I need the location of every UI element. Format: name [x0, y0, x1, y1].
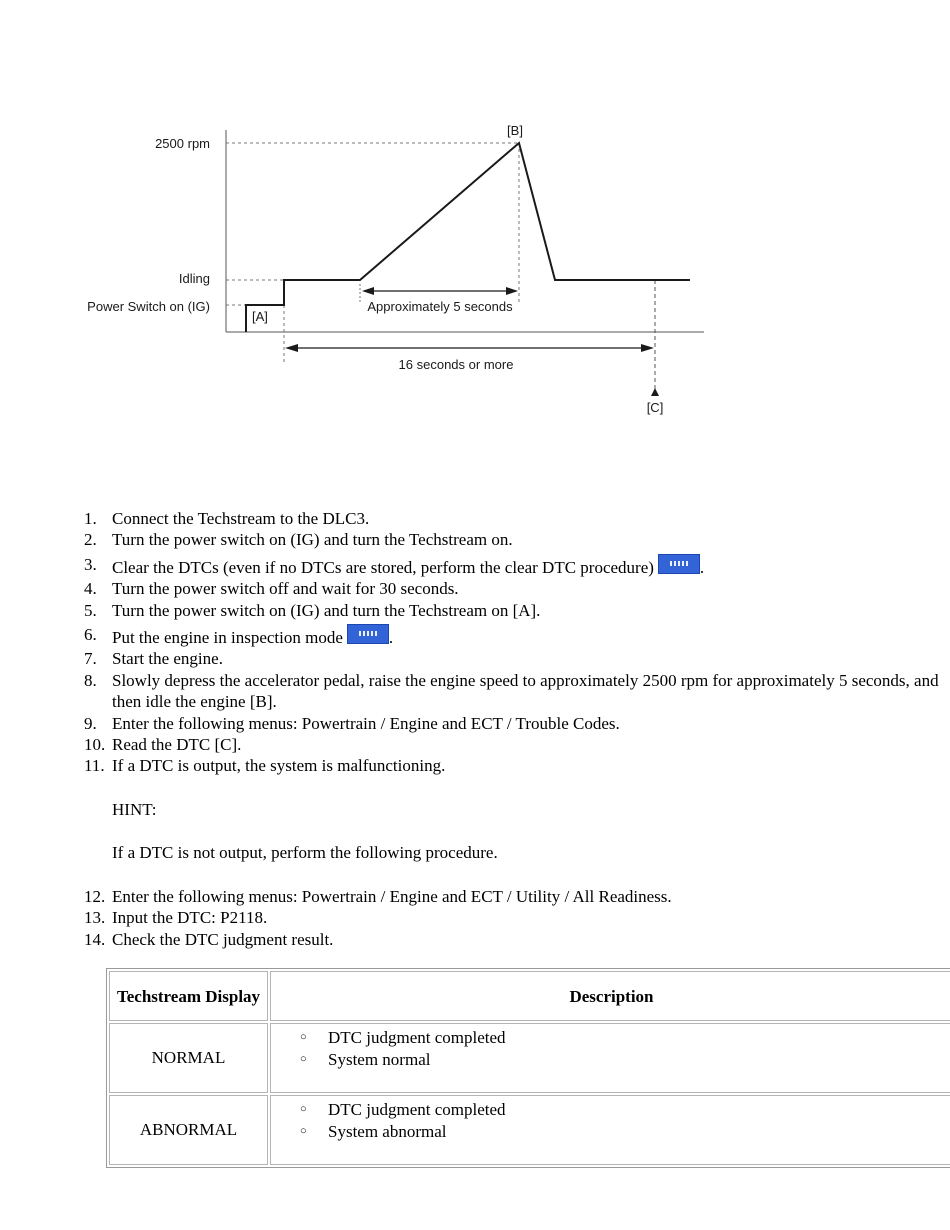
- step-number: 1.: [84, 509, 97, 528]
- step-number: 13.: [84, 908, 106, 928]
- marker-b: [B]: [507, 123, 523, 138]
- step-text: Input the DTC: P2118.: [112, 908, 268, 928]
- step-suffix: .: [388, 628, 394, 648]
- step-12: [84, 886, 944, 907]
- step-5: [84, 600, 944, 621]
- step-suffix: .: [699, 557, 705, 577]
- list-item: ○ DTC judgment completed: [272, 1099, 950, 1121]
- approx-5s-arrowhead-left: [362, 287, 374, 295]
- step-11: [84, 755, 944, 863]
- step-number: 2.: [84, 530, 97, 550]
- info-icon[interactable]: [658, 554, 700, 574]
- description-list: [272, 1025, 950, 1070]
- step-number: 12.: [84, 886, 106, 906]
- table-row: [109, 1023, 950, 1093]
- step-text: Connect the Techstream to the DLC3.: [112, 509, 370, 528]
- label-power-switch: Power Switch on (IG): [87, 299, 210, 314]
- step-text: If a DTC is output, the system is malfunctioning.: [112, 756, 446, 776]
- step-number: 10.: [84, 735, 106, 755]
- step-number: 11.: [84, 756, 105, 776]
- step-2: [84, 529, 944, 550]
- step-number: 4.: [84, 579, 97, 599]
- step-7: [84, 648, 944, 669]
- hint-label: HINT:: [112, 799, 157, 819]
- step-1: [84, 508, 944, 529]
- description-list: [272, 1097, 950, 1142]
- step-text: Slowly depress the accelerator pedal, raise the engine speed to approximately 2500 rpm for approximately 5 seconds, and then idle the engine [B].: [112, 670, 939, 712]
- engine-speed-diagram: [0, 0, 950, 440]
- sec16-arrowhead-left: [285, 344, 298, 352]
- label-idling: Idling: [178, 271, 210, 286]
- table-header-row: [109, 971, 950, 1021]
- step-8: [84, 670, 944, 713]
- info-icon[interactable]: [347, 624, 389, 644]
- step-number: 5.: [84, 600, 97, 620]
- step-number: 6.: [84, 625, 97, 645]
- dtc-judgment-table: [106, 968, 950, 1168]
- table-row: [109, 1095, 950, 1165]
- sec16-label: 16 seconds or more: [398, 357, 514, 372]
- step-number: 14.: [84, 929, 106, 949]
- step-3: [84, 554, 944, 578]
- label-2500-rpm: 2500 rpm: [155, 136, 210, 151]
- step-text: Turn the power switch on (IG) and turn the Techstream on.: [112, 530, 513, 550]
- step-text: Put the engine in inspection mode: [112, 628, 343, 648]
- list-item: ○ System abnormal: [272, 1121, 950, 1143]
- step-text: Read the DTC [C].: [112, 735, 242, 755]
- header-description: Description: [270, 971, 950, 1021]
- procedure-steps: [84, 508, 944, 950]
- step-4: [84, 578, 944, 599]
- display-value: NORMAL: [109, 1023, 268, 1093]
- step-text: Turn the power switch on (IG) and turn the Techstream on [A].: [112, 600, 541, 620]
- step-text: Check the DTC judgment result.: [112, 929, 334, 949]
- step-text: Turn the power switch off and wait for 30 seconds.: [112, 579, 459, 599]
- step-13: [84, 907, 944, 928]
- step-number: 7.: [84, 649, 97, 669]
- list-item: ○ System normal: [272, 1049, 950, 1071]
- step-number: 9.: [84, 713, 97, 733]
- list-item: ○ DTC judgment completed: [272, 1027, 950, 1049]
- step-number: 8.: [84, 670, 97, 690]
- header-techstream-display: Techstream Display: [109, 971, 268, 1021]
- step-9: [84, 713, 944, 734]
- step-text: Enter the following menus: Powertrain / Engine and ECT / Utility / All Readiness.: [112, 886, 672, 906]
- c-pointer-arrowhead: [651, 388, 659, 396]
- description-cell: [270, 1023, 950, 1093]
- sec16-arrowhead-right: [641, 344, 654, 352]
- step-text: Clear the DTCs (even if no DTCs are stored, perform the clear DTC procedure): [112, 557, 654, 577]
- marker-a: [A]: [252, 309, 268, 324]
- approx-5s-arrowhead-right: [506, 287, 518, 295]
- step-6: [84, 624, 944, 648]
- step-text: Enter the following menus: Powertrain / Engine and ECT / Trouble Codes.: [112, 713, 620, 733]
- step-10: [84, 734, 944, 755]
- approx-5s-label: Approximately 5 seconds: [367, 299, 513, 314]
- marker-c: [C]: [646, 400, 664, 415]
- step-number: 3.: [84, 554, 97, 574]
- display-value: ABNORMAL: [109, 1095, 268, 1165]
- step-14: [84, 929, 944, 950]
- hint-text: If a DTC is not output, perform the following procedure.: [112, 843, 498, 863]
- step-text: Start the engine.: [112, 649, 223, 669]
- description-cell: [270, 1095, 950, 1165]
